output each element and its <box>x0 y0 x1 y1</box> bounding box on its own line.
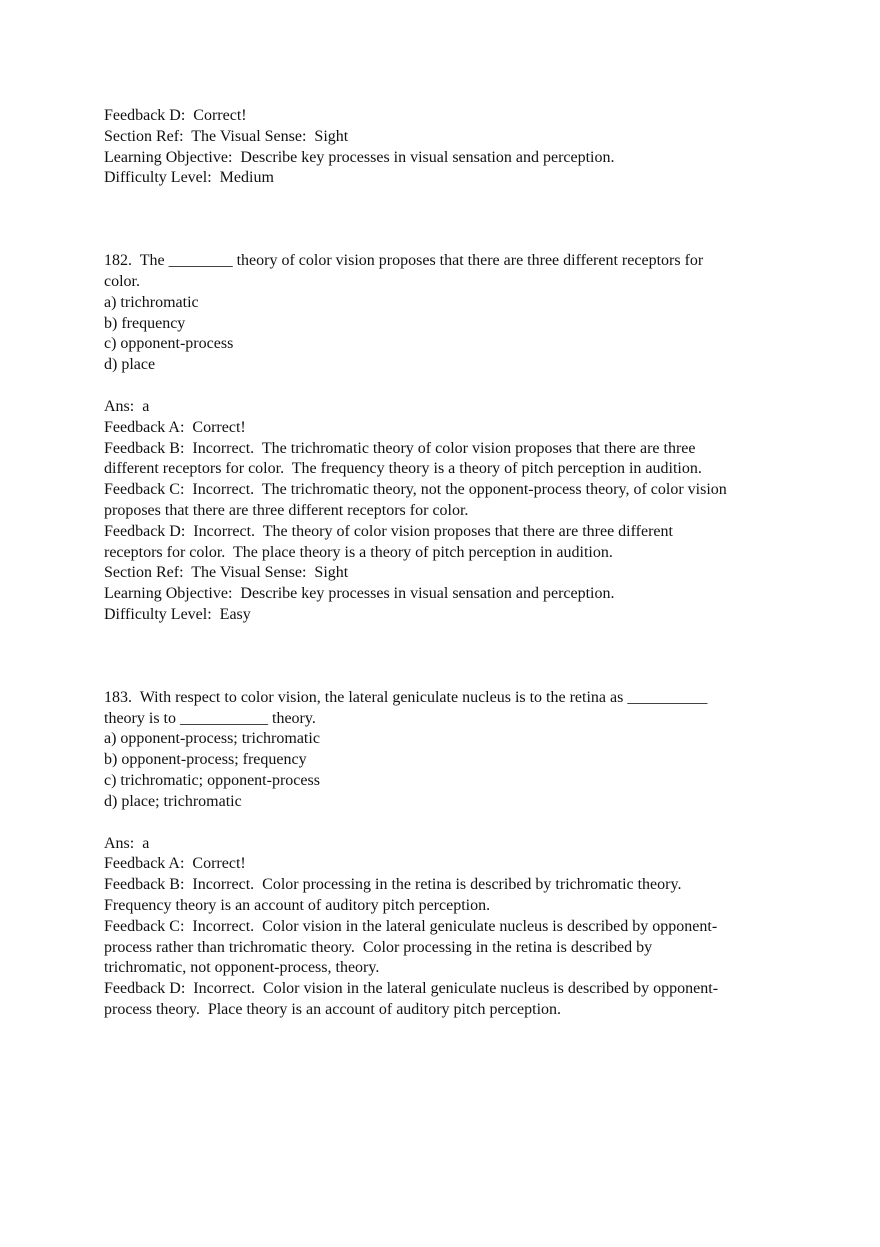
q183-feedback-b-line-2: Frequency theory is an account of auditory pitch perception. <box>104 896 491 914</box>
spacer <box>104 189 804 251</box>
q183-feedback-c-line-3: trichromatic, not opponent-process, theory. <box>104 959 380 977</box>
q182-section-ref: Section Ref: The Visual Sense: Sight <box>104 564 349 582</box>
q183-answer: Ans: a <box>104 834 150 852</box>
q182-feedback-d-line-1: Feedback D: Incorrect. The theory of color vision proposes that there are three different <box>104 522 673 540</box>
q182-feedback-b-line-1: Feedback B: Incorrect. The trichromatic theory of color vision proposes that there are three <box>104 439 696 457</box>
question-182 <box>104 251 804 626</box>
q183-feedback-a: Feedback A: Correct! <box>104 855 246 873</box>
q182-feedback-c-line-1: Feedback C: Incorrect. The trichromatic theory, not the opponent-process theory, of color vision <box>104 481 727 499</box>
q182-stem-line-2: color. <box>104 272 140 290</box>
q183-feedback-b-line-1: Feedback B: Incorrect. Color processing in the retina is described by trichromatic theory. <box>104 876 682 894</box>
q182-option-b: b) frequency <box>104 314 186 332</box>
q183-feedback-d-line-1: Feedback D: Incorrect. Color vision in the lateral geniculate nucleus is described by opponent- <box>104 980 719 998</box>
q182-learning-objective: Learning Objective: Describe key processes in visual sensation and perception. <box>104 585 615 603</box>
q183-option-c: c) trichromatic; opponent-process <box>104 771 320 789</box>
q183-option-d: d) place; trichromatic <box>104 792 242 810</box>
q182-option-a: a) trichromatic <box>104 293 199 311</box>
q183-stem-line-1: 183. With respect to color vision, the lateral geniculate nucleus is to the retina as __________ <box>104 688 708 706</box>
q183-option-a: a) opponent-process; trichromatic <box>104 730 320 748</box>
q183-option-b: b) opponent-process; frequency <box>104 751 307 769</box>
q182-feedback-d-line-2: receptors for color. The place theory is a theory of pitch perception in audition. <box>104 543 613 561</box>
q182-option-c: c) opponent-process <box>104 335 234 353</box>
q182-stem-line-1: 182. The ________ theory of color vision proposes that there are three different receptors for <box>104 252 704 270</box>
q182-feedback-a: Feedback A: Correct! <box>104 418 246 436</box>
intro-section-ref: Section Ref: The Visual Sense: Sight <box>104 127 349 145</box>
q182-difficulty: Difficulty Level: Easy <box>104 605 251 623</box>
q182-feedback-c-line-2: proposes that there are three different receptors for color. <box>104 501 469 519</box>
q183-stem-line-2: theory is to ___________ theory. <box>104 709 316 727</box>
q182-answer: Ans: a <box>104 397 150 415</box>
question-183 <box>104 688 804 1021</box>
document-page <box>104 106 804 1021</box>
spacer <box>104 376 804 397</box>
spacer <box>104 626 804 688</box>
q183-feedback-c-line-1: Feedback C: Incorrect. Color vision in the lateral geniculate nucleus is described by opponent- <box>104 917 718 935</box>
q183-feedback-d-line-2: process theory. Place theory is an account of auditory pitch perception. <box>104 1000 562 1018</box>
intro-block <box>104 106 804 189</box>
intro-difficulty: Difficulty Level: Medium <box>104 169 274 187</box>
spacer <box>104 813 804 834</box>
q183-feedback-c-line-2: process rather than trichromatic theory. Color processing in the retina is described by <box>104 938 653 956</box>
intro-feedback-d: Feedback D: Correct! <box>104 107 247 124</box>
intro-learning-objective: Learning Objective: Describe key processes in visual sensation and perception. <box>104 148 615 166</box>
q182-feedback-b-line-2: different receptors for color. The frequency theory is a theory of pitch perception in audition. <box>104 460 702 478</box>
q182-option-d: d) place <box>104 356 156 374</box>
